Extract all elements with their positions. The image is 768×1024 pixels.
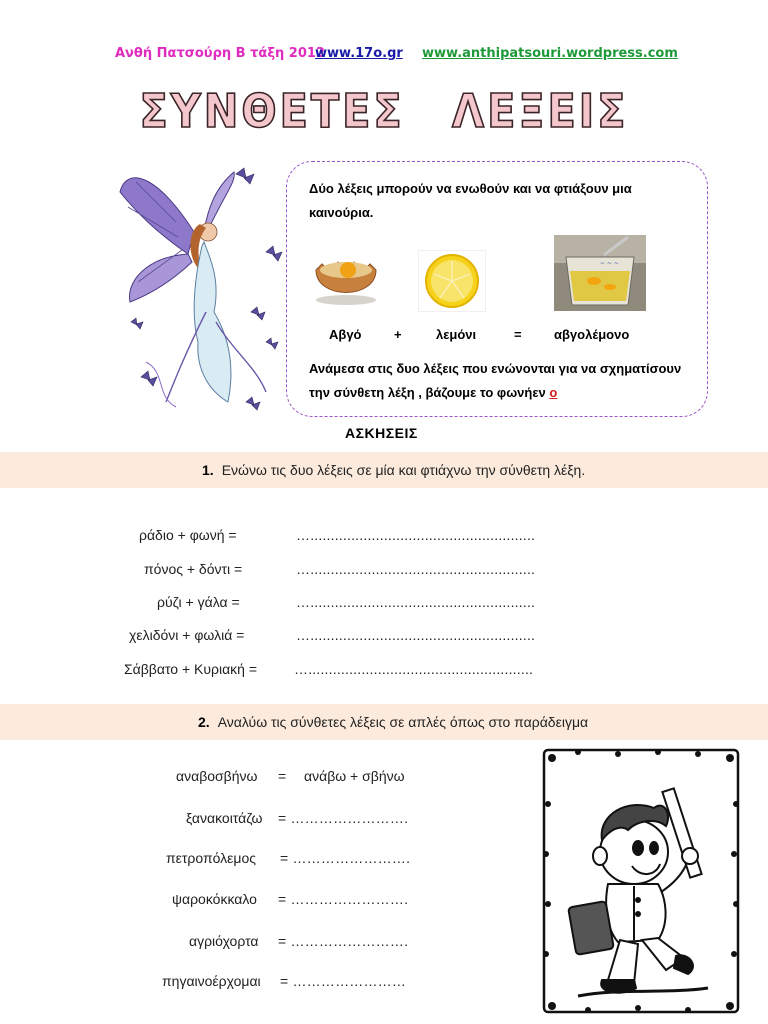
author-credit: Ανθή Πατσούρη Β τάξη 2012 [115, 46, 325, 61]
intro-text: Δύο λέξεις μπορούν να ενωθούν και να φτιάξουν μια καινούρια. [309, 181, 632, 220]
vowel-highlight: ο [549, 385, 558, 400]
ex2-word: ξανακοιτάζω [186, 810, 263, 826]
ex1-blank[interactable]: …....................................................... [296, 561, 536, 577]
word-avgo: Αβγό [329, 327, 362, 342]
exercise2-band [0, 704, 768, 740]
ex1-label: ράδιο + φωνή = [139, 527, 237, 543]
ex1-blank[interactable]: …....................................................... [294, 661, 534, 677]
svg-text:~ ~ ~: ~ ~ ~ [600, 260, 619, 267]
ex1-blank[interactable]: …....................................................... [296, 627, 536, 643]
ex2-blank[interactable]: = ……………………. [278, 810, 409, 826]
word-lemoni: λεμόνι [436, 327, 477, 342]
ex1-blank[interactable]: …....................................................... [296, 527, 536, 543]
ex2-blank[interactable]: = ……………………. [278, 933, 409, 949]
word-result: αβγολέμονο [554, 327, 630, 342]
page-title: ΣΥΝΘΕΤΕΣ ΛΕΞΕΙΣ [139, 84, 629, 138]
lemon-image [418, 250, 486, 312]
ex1-label: Σάββατο + Κυριακή = [124, 661, 258, 677]
ex2-blank[interactable]: = ……………………. [280, 850, 411, 866]
ex2-word: πετροπόλεμος [166, 850, 257, 866]
exercise1-instruction: 1. Ενώνω τις δυο λέξεις σε μία και φτιάχνω την σύνθετη λέξη. [202, 462, 586, 478]
link-blog[interactable]: www.anthipatsouri.wordpress.com [422, 46, 678, 61]
boy-coloring-illustration [538, 744, 744, 1016]
ex1-label: πόνος + δόντι = [144, 561, 243, 577]
link-17o[interactable]: www.17o.gr [315, 46, 403, 61]
ex2-blank[interactable]: = ……………………. [278, 891, 409, 907]
equals-sign: = [514, 327, 522, 342]
ex1-blank[interactable]: …....................................................... [296, 594, 536, 610]
ex2-word: πηγαινοέρχομαι [162, 973, 261, 989]
example-answer: ανάβω + σβήνω [304, 768, 405, 784]
example-word: αναβοσβήνω [176, 768, 258, 784]
exercise1-band [0, 452, 768, 488]
ex1-label: χελιδόνι + φωλιά = [129, 627, 245, 643]
ex1-label: ρύζι + γάλα = [157, 594, 240, 610]
example-equals: = [278, 768, 287, 784]
avgolemono-image [554, 235, 646, 311]
ex2-word: ψαροκόκκαλο [172, 891, 257, 907]
ex2-word: αγριόχορτα [189, 933, 259, 949]
egg-image [310, 240, 382, 308]
plus-sign: + [394, 327, 402, 342]
exercise2-instruction: 2. Αναλύω τις σύνθετες λέξεις σε απλές όπως στο παράδειγμα [198, 714, 589, 730]
ex2-blank[interactable]: = …………………… [280, 973, 407, 989]
fairy-illustration [116, 162, 286, 414]
exercises-heading: ΑΣΚΗΣΕΙΣ [345, 425, 418, 441]
rule-text: Ανάμεσα στις δυο λέξεις που ενώνονται για να σχηματίσουν την σύνθετη λέξη , βάζουμε το φωνήεν ο [309, 361, 682, 400]
